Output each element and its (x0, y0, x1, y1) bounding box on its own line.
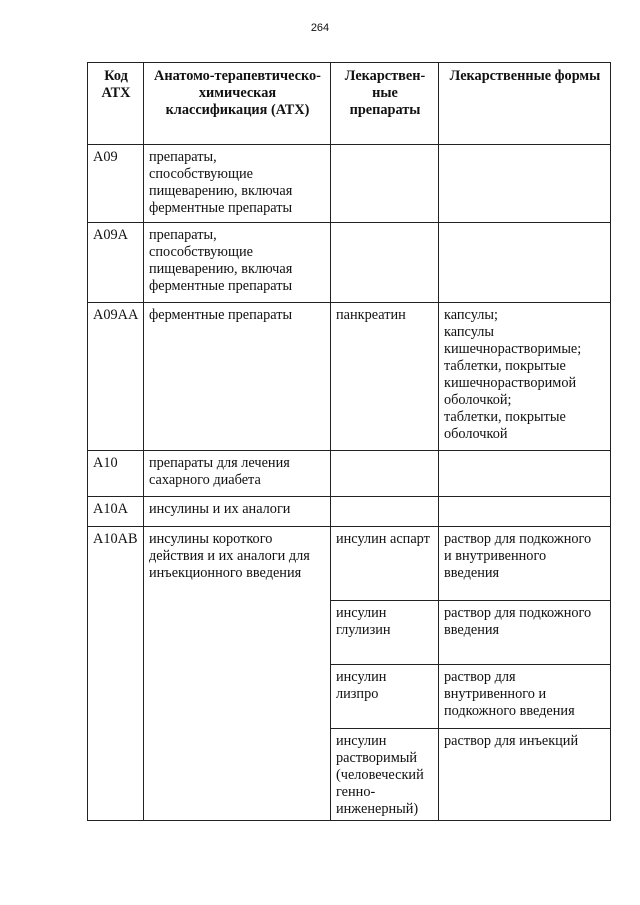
code-cell: A10A (88, 497, 144, 527)
table-row (88, 223, 611, 303)
table-header-row (88, 63, 611, 145)
form-cell (439, 223, 611, 303)
code-cell: A09AA (88, 303, 144, 451)
form-cell: раствор для инъекций (439, 729, 611, 821)
name-cell: препараты, способствующие пищеварению, включая ферментные препараты (144, 145, 331, 223)
header-drugs: Лекарствен- ные препараты (331, 63, 439, 145)
drug-cell (331, 145, 439, 223)
drug-cell (331, 451, 439, 497)
drug-cell: инсулин растворимый (человеческий генно- инженерный) (331, 729, 439, 821)
drug-cell: панкреатин (331, 303, 439, 451)
table-row (88, 303, 611, 451)
code-cell: A09A (88, 223, 144, 303)
header-code: Код АТХ (88, 63, 144, 145)
name-cell: инсулины короткого действия и их аналоги для инъекционного введения (144, 527, 331, 821)
form-cell (439, 145, 611, 223)
header-forms: Лекарственные формы (439, 63, 611, 145)
header-classification: Анатомо-терапевтическо-химическая классификация (АТХ) (144, 63, 331, 145)
form-cell: раствор для подкожного введения (439, 601, 611, 665)
drug-cell (331, 497, 439, 527)
name-cell: препараты для лечения сахарного диабета (144, 451, 331, 497)
page-number: 264 (310, 22, 330, 34)
drug-cell (331, 223, 439, 303)
table-row (88, 497, 611, 527)
code-cell: A10 (88, 451, 144, 497)
code-cell: A10AB (88, 527, 144, 821)
table-row (88, 527, 611, 601)
drug-cell: инсулин глулизин (331, 601, 439, 665)
form-cell: раствор для подкожного и внутривенного введения (439, 527, 611, 601)
drug-cell: инсулин аспарт (331, 527, 439, 601)
form-cell (439, 497, 611, 527)
name-cell: препараты, способствующие пищеварению, включая ферментные препараты (144, 223, 331, 303)
name-cell: инсулины и их аналоги (144, 497, 331, 527)
form-cell: раствор для внутривенного и подкожного введения (439, 665, 611, 729)
table-row (88, 451, 611, 497)
code-cell: A09 (88, 145, 144, 223)
name-cell: ферментные препараты (144, 303, 331, 451)
form-cell (439, 451, 611, 497)
form-cell: капсулы; капсулы кишечнорастворимые; таблетки, покрытые кишечнорастворимой оболочкой; таблетки, покрытые оболочкой (439, 303, 611, 451)
table-row (88, 145, 611, 223)
drug-cell: инсулин лизпро (331, 665, 439, 729)
atx-table (87, 62, 611, 821)
